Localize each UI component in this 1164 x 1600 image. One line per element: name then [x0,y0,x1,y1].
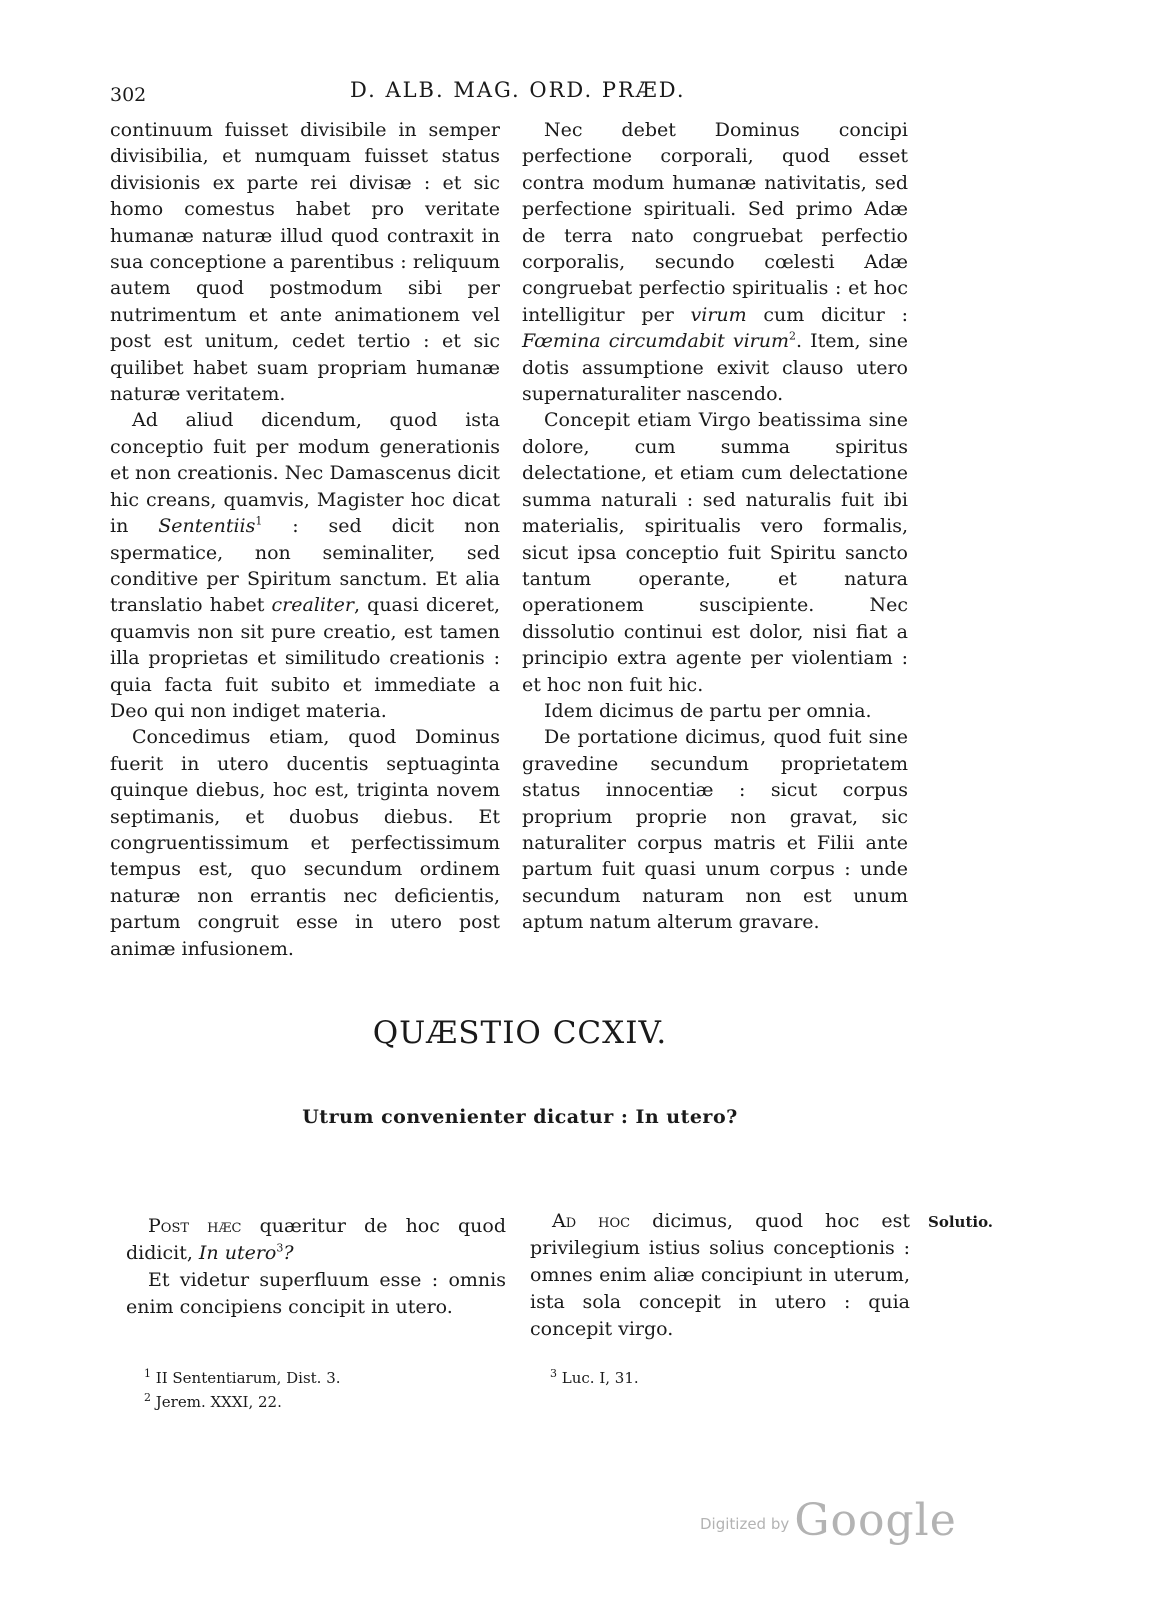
footnotes-left [144,1366,341,1414]
in-utero-quote: In utero [198,1242,277,1264]
question-left-column [126,1213,506,1321]
scripture-quote: Fœmina circumdabit virum [522,330,789,353]
margin-note-solutio: Solutio. [928,1213,994,1231]
crealiter-term: crealiter [271,594,354,617]
right-paragraph-1: Nec debet Dominus concipi perfectione corporali, quod esset contra modum humanæ nativitatis, sed perfectione spirituali. Sed primo Adæ de terra nato congruebat perfectio corporalis, secundo cœlesti Adæ congruebat perfectio spiritualis : et hoc intelligitur per virum cum dicitur : Fœmina circumdabit virum$^2$. Item, sine dotis assumptione exivit clauso utero supernaturaliter nascendo. [522,119,908,406]
question-title: QUÆSTIO CCXIV. [372,1015,668,1051]
digitized-watermark [700,1495,957,1546]
question-right-paragraph-1: Ad hoc dicimus, quod hoc est privilegium istius solius conceptionis : omnes enim aliæ concipiunt in uterum, ista sola concepit in utero : quia concepit virgo. [530,1210,910,1340]
right-paragraph-3: Idem dicimus de partu per omnia. [544,699,872,722]
left-paragraph-3: Concedimus etiam, quod Dominus fuerit in utero ducentis septuaginta quinque diebus, hoc est, triginta novem septimanis, et duobus diebus. Et congruentissimum et perfectissimum tempus est, quo secundum ordinem naturæ non errantis nec deficientis, partum congruit esse in utero post animæ infusionem. [110,726,500,960]
footnote-mark-2: 2 [789,329,796,343]
lead-words: Post hæc [148,1215,242,1237]
lead-words: Ad hoc [552,1210,631,1232]
running-head: D. ALB. MAG. ORD. PRÆD. [350,78,686,102]
watermark-prefix: Digitized by [700,1515,790,1533]
footnotes-right [550,1366,639,1390]
left-paragraph-2: Ad aliud dicendum, quod ista conceptio fuit per modum generationis et non creationis. Nec Damascenus dicit hic creans, quamvis, Magister hoc dicat in Sententiis$^1$ : sed dicit non spermatice, non seminaliter, sed conditive per Spiritum sanctum. Et alia translatio habet crealiter, quasi diceret, quamvis non sit pure creatio, est tamen illa proprietas et similitudo creationis : quia facta fuit subito et immediate a Deo qui non indiget materia. [110,409,500,722]
sententiis-reference: Sententiis [158,515,256,538]
page-header [110,78,920,108]
footnote-mark-1: 1 [255,514,263,528]
right-paragraph-2: Concepit etiam Virgo beatissima sine dolore, cum summa spiritus delectatione, et etiam cum delectatione summa naturali : sed naturalis fuit ibi materialis, spiritualis vero formalis, sicut ipsa conceptio fuit Spiritu sancto tantum operante, et natura operationem suscipiente. Nec dissolutio continui est dolor, nisi fiat a principio extra agente per violentiam : et hoc non fuit hic. [522,409,908,696]
footnote-mark-3: 3 [276,1241,284,1255]
question-left-paragraph-1: Post hæc quæritur de hoc quod didicit, In utero$^3$? [126,1215,507,1264]
google-logo: Google [794,1495,957,1546]
footnote-2: $^2$ Jerem. XXXI, 22. [144,1391,282,1411]
virum-term: virum [690,303,747,326]
footnote-3: $^3$ Luc. I, 31. [550,1367,639,1387]
question-subtitle: Utrum convenienter dicatur : In utero? [302,1106,738,1128]
question-left-paragraph-2: Et videtur superfluum esse : omnis enim concipiens concipit in utero. [126,1269,506,1318]
footnote-1: $^1$ II Sententiarum, Dist. 3. [144,1367,341,1387]
page-number: 302 [110,84,147,106]
left-paragraph-1: continuum fuisset divisibile in semper divisibilia, et numquam fuisset status divisionis ex parte rei divisæ : et sic homo comestus habet pro veritate humanæ naturæ illud quod contraxit in sua conceptione a parentibus : reliquum autem quod postmodum sibi per nutrimentum et ante animationem vel post est unitum, cedet tertio : et sic quilibet habet suam propriam humanæ naturæ veritatem. [110,119,500,406]
right-paragraph-4: De portatione dicimus, quod fuit sine gravedine secundum proprietatem status innocentiæ : sicut corpus proprium proprie non gravat, sic naturaliter corpus matris et Filii ante partum fuit quasi unum corpus : unde secundum naturam non est unum aptum natum alterum gravare. [522,726,908,934]
question-right-column [530,1208,910,1343]
left-column [110,117,500,962]
right-column [522,117,908,936]
